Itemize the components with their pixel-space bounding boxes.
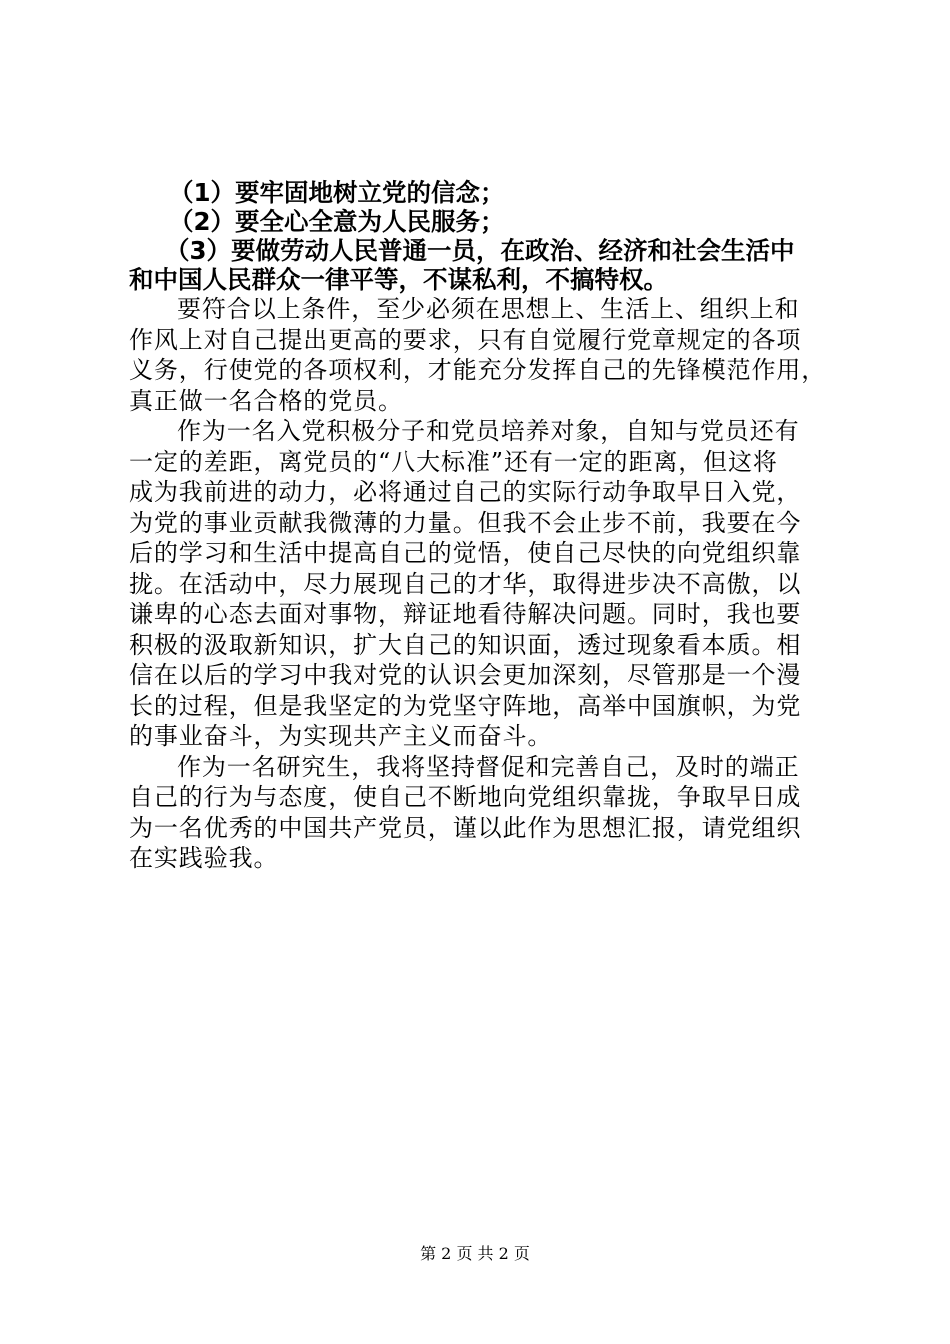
paragraph-line: 积极的汲取新知识，扩大自己的知识面，透过现象看本质。相 (129, 630, 802, 659)
paragraph-line: 作为一名研究生，我将坚持督促和完善自己，及时的端正 (177, 752, 800, 781)
paragraph-line: 一定的差距，离党员的“八大标准”还有一定的距离，但这将 (129, 447, 778, 476)
paragraph-line: 的事业奋斗，为实现共产主义而奋斗。 (129, 722, 553, 750)
paragraph-line: 要符合以上条件，至少必须在思想上、生活上、组织上和 (177, 295, 800, 323)
paragraph-line: 真正做一名合格的党员。 (129, 386, 403, 415)
paragraph-line: 自己的行为与态度，使自己不断地向党组织靠拢，争取早日成 (129, 783, 802, 811)
list-item-3-continued: 和中国人民群众一律平等，不谋私利，不搞特权。 (129, 265, 668, 294)
paragraph-line: 谦卑的心态去面对事物，辩证地看待解决问题。同时，我也要 (129, 600, 802, 628)
document-body (129, 178, 829, 874)
paragraph-conditions (129, 294, 829, 416)
paragraph-line: 为党的事业贡献我微薄的力量。但我不会止步不前，我要在今 (129, 508, 802, 537)
list-item-1: （1）要牢固地树立党的信念； (169, 178, 505, 207)
paragraph-closing (129, 752, 829, 874)
paragraph-line: 信在以后的学习中我对党的认识会更加深刻，尽管那是一个漫 (129, 661, 802, 689)
paragraph-line: 义务，行使党的各项权利，才能充分发挥自己的先锋模范作用， (129, 356, 827, 384)
paragraph-line: 作风上对自己提出更高的要求，只有自觉履行党章规定的各项 (129, 325, 802, 354)
paragraph-line: 作为一名入党积极分子和党员培养对象，自知与党员还有 (177, 417, 800, 445)
paragraph-line: 拢。在活动中，尽力展现自己的才华，取得进步决不高傲，以 (129, 569, 802, 598)
paragraph-line: 成为我前进的动力，必将通过自己的实际行动争取早日入党， (129, 478, 802, 506)
paragraph-line: 为一名优秀的中国共产党员，谨以此作为思想汇报，请党组织 (129, 813, 802, 842)
list-item-3: （3）要做劳动人民普通一员，在政治、经济和社会生活中 (165, 236, 795, 265)
paragraph-line: 在实践验我。 (129, 844, 279, 872)
paragraph-activist (129, 416, 829, 752)
page-footer: 第 2 页 共 2 页 (420, 1244, 530, 1263)
list-item-2: （2）要全心全意为人民服务； (169, 207, 505, 236)
paragraph-line: 长的过程，但是我坚定的为党坚守阵地，高举中国旗帜，为党 (129, 691, 802, 720)
requirements-list (129, 178, 829, 294)
paragraph-line: 后的学习和生活中提高自己的觉悟，使自己尽快的向党组织靠 (129, 539, 802, 567)
